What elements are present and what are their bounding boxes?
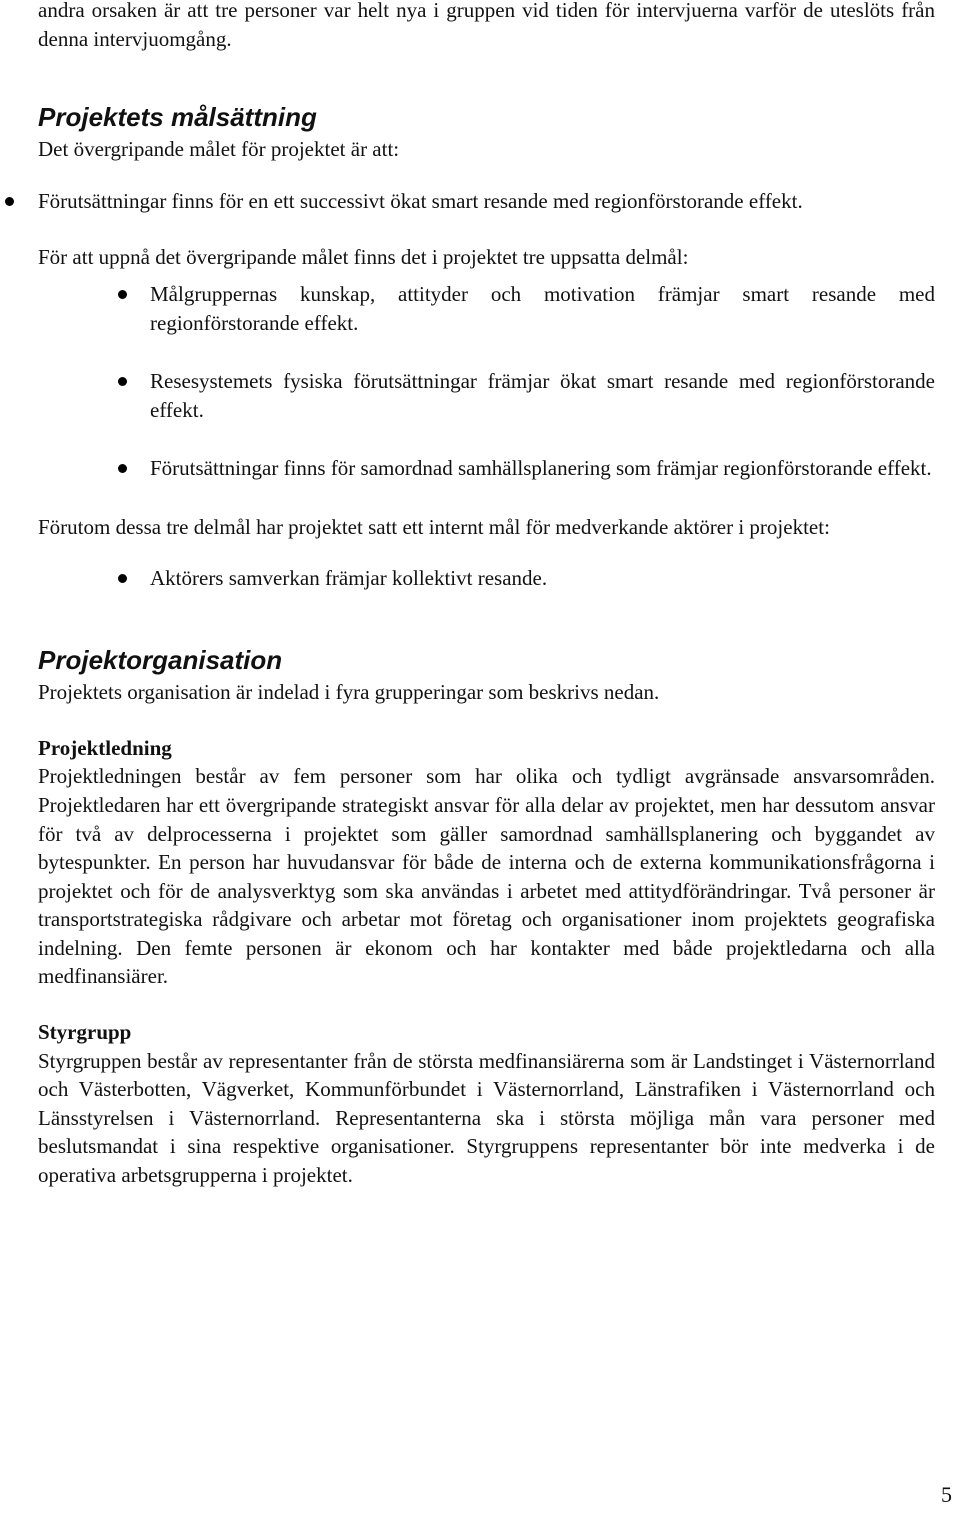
steering-heading: Styrgrupp <box>38 1020 132 1045</box>
internal-goal-intro: Förutom dessa tre delmål har projektet satt ett internt mål för medverkande aktörer i projektet: <box>38 514 830 539</box>
bullet-icon <box>118 290 127 299</box>
bullet-icon <box>5 197 14 206</box>
page-number: 5 <box>941 1482 952 1508</box>
leadership-paragraph: Projektledningen består av fem personer som har olika och tydligt avgränsade ansvarsområden. Projektledaren har ett övergripande strategiskt ansvar för alla delar av projektet, men har dessutom ansvar för två av delprocesserna i projektet som gäller samordnad samhällsplanering och byggandet av bytespunkter. En person har huvudansvar för både de interna och de externa kommunikationsfrågorna i projektet och för de analysverktyg som ska användas i arbetet med attitydförändringar. Två personer är transportstrategiska rådgivare och arbetar mot företag och organisationer inom projektets geografiska indelning. Den femte personen är ekonom och har kontakter med både projektledarna och alla medfinansiärer. <box>38 764 935 989</box>
organisation-lead: Projektets organisation är indelad i fyra grupperingar som beskrivs nedan. <box>38 680 660 705</box>
list-item <box>38 187 935 216</box>
goal-lead: Det övergripande målet för projektet är att: <box>38 137 400 162</box>
document-page <box>38 0 935 1190</box>
list-item <box>150 367 935 424</box>
goal-heading: Projektets målsättning <box>38 102 317 133</box>
bullet-icon <box>118 377 127 386</box>
organisation-heading: Projektorganisation <box>38 645 283 676</box>
bullet-icon <box>118 464 127 473</box>
internal-goal-list <box>150 564 935 593</box>
sub-goal-text: Resesystemets fysiska förutsättningar främjar ökat smart resande med regionförstorande effekt. <box>150 369 935 422</box>
steering-paragraph: Styrgruppen består av representanter från de största medfinansiärerna som är Landstinget i Västernorrland och Västerbotten, Vägverket, Kommunförbundet i Västernorrland, Länstrafiken i Västernorrland och Länsstyrelsen i Västernorrland. Representanterna ska i största möjliga mån vara personer med beslutsmandat i sina respektive organisationer. Styrgruppens representanter bör inte medverka i de operativa arbetsgrupperna i projektet. <box>38 1048 935 1188</box>
intro-paragraph: andra orsaken är att tre personer var helt nya i gruppen vid tiden för intervjuerna varför de uteslöts från denna intervjuomgång. <box>38 0 935 51</box>
list-item <box>150 280 935 337</box>
sub-goal-text: Målgruppernas kunskap, attityder och motivation främjar smart resande med regionförstorande effekt. <box>150 281 935 335</box>
main-goal-list <box>38 187 935 216</box>
bullet-icon <box>118 574 127 583</box>
list-item <box>150 564 935 593</box>
list-item <box>150 454 935 483</box>
main-goal-text: Förutsättningar finns för en ett successivt ökat smart resande med regionförstorande effekt. <box>38 188 803 213</box>
leadership-heading: Projektledning <box>38 735 172 760</box>
sub-goal-text: Förutsättningar finns för samordnad samhällsplanering som främjar regionförstorande effekt. <box>150 456 932 481</box>
sub-goals-intro: För att uppnå det övergripande målet finns det i projektet tre uppsatta delmål: <box>38 245 689 270</box>
internal-goal-text: Aktörers samverkan främjar kollektivt resande. <box>150 565 548 590</box>
sub-goals-list <box>150 280 935 483</box>
